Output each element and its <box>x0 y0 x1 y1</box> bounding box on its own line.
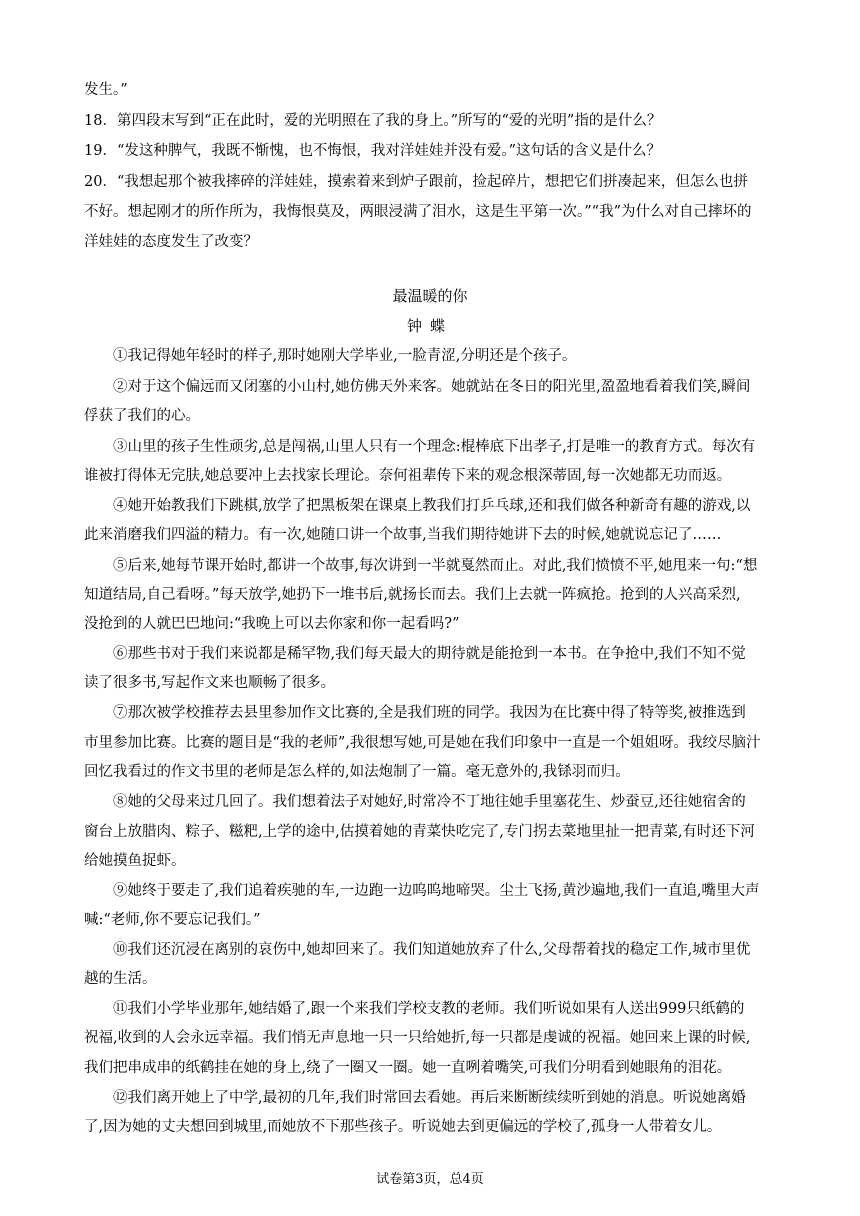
question-19: 19．“发这种脾气，我既不惭愧，也不悔恨，我对洋娃娃并没有爱。”这句话的含义是什么？ <box>84 143 662 159</box>
paragraph-6: ⑥那些书对于我们来说都是稀罕物,我们每天最大的期待就是能抢到一本书。在争抢中,我们不知不觉 <box>113 646 746 662</box>
paragraph-8: ⑧她的父母来过几回了。我们想着法子对她好,时常冷不丁地往她手里塞花生、炒蚕豆,还往她宿舍的 <box>113 794 746 810</box>
question-18: 18．第四段末写到“正在此时，爱的光明照在了我的身上。”所写的“爱的光明”指的是什么？ <box>84 113 662 129</box>
paragraph-10: ⑩我们还沉浸在离别的哀伤中,她却回来了。我们知道她放弃了什么,父母帮着找的稳定工作,城市里优 <box>113 942 751 958</box>
paragraph-7: ⑦那次被学校推荐去县里参加作文比赛的,全是我们班的同学。我因为在比赛中得了特等奖,被推选到 <box>113 705 746 721</box>
paragraph-2-cont: 俘获了我们的心。 <box>84 408 200 424</box>
paragraph-4-cont: 此来消磨我们四溢的精力。有一次,她随口讲一个故事,当我们期待她讲下去的时候,她就说忘记了…… <box>84 527 722 543</box>
paragraph-3-cont: 谁被打得体无完肤,她总要冲上去找家长理论。奈何祖辈传下来的观念根深蒂固,每一次她都无功而返。 <box>84 468 732 484</box>
paragraph-11: ⑪我们小学毕业那年,她结婚了,跟一个来我们学校支教的老师。我们听说如果有人送出999只纸鹤的 <box>113 1001 745 1017</box>
text-line: 发生。” <box>84 82 128 98</box>
paragraph-7-cont: 回忆我看过的作文书里的老师是怎么样的,如法炮制了一篇。毫无意外的,我铩羽而归。 <box>84 764 630 780</box>
paragraph-6-cont: 读了很多书,写起作文来也顺畅了很多。 <box>84 675 336 691</box>
paragraph-9-cont: 喊:“老师,你不要忘记我们。” <box>84 912 261 928</box>
question-20-cont: 不好。想起刚才的所作所为，我悔恨莫及，两眼浸满了泪水，这是生平第一次。”“我”为什么对自己摔坏的 <box>84 204 752 220</box>
question-20: 20．“我想起那个被我摔碎的洋娃娃，摸索着来到炉子跟前，捡起碎片，想把它们拼凑起来，但怎么也拼 <box>84 174 748 190</box>
question-20-cont: 洋娃娃的态度发生了改变？ <box>84 234 258 250</box>
paragraph-4: ④她开始教我们下跳棋,放学了把黑板架在课桌上教我们打乒乓球,还和我们做各种新奇有趣的游戏,以 <box>113 498 751 514</box>
paragraph-5: ⑤后来,她每节课开始时,都讲一个故事,每次讲到一半就戛然而止。对此,我们愤愤不平,她甩来一句:“想 <box>113 558 758 574</box>
paragraph-9: ⑨她终于要走了,我们追着疾驰的车,一边跑一边呜呜地啼哭。尘土飞扬,黄沙遍地,我们一直追,嘴里大声 <box>113 883 760 899</box>
paragraph-11-cont: 我们把串成串的纸鹤挂在她的身上,绕了一圈又一圈。她一直咧着嘴笑,可我们分明看到她眼角的泪花。 <box>84 1060 732 1076</box>
paragraph-1: ①我记得她年轻时的样子,那时她刚大学毕业,一脸青涩,分明还是个孩子。 <box>113 348 577 364</box>
paragraph-8-cont: 窗台上放腊肉、粽子、糍粑,上学的途中,估摸着她的青菜快吃完了,专门拐去菜地里扯一把青菜,有时还下河 <box>84 824 755 840</box>
paragraph-12: ⑫我们离开她上了中学,最初的几年,我们时常回去看她。再后来断断续续听到她的消息。听说她离婚 <box>113 1090 746 1106</box>
article-title: 最温暖的你 <box>392 287 468 305</box>
paragraph-12-cont: 了,因为她的丈夫想回到城里,而她放不下那些孩子。听说她去到更偏远的学校了,孤身一人带着女儿。 <box>84 1119 722 1135</box>
paragraph-11-cont: 祝福,收到的人会永远幸福。我们悄无声息地一只一只给她折,每一只都是虔诚的祝福。她回来上课的时候, <box>84 1030 751 1046</box>
paragraph-2: ②对于这个偏远而又闭塞的小山村,她仿佛天外来客。她就站在冬日的阳光里,盈盈地看着我们笑,瞬间 <box>113 379 751 395</box>
page-footer: 试卷第3页，总4页 <box>376 1172 484 1187</box>
paragraph-8-cont: 给她摸鱼捉虾。 <box>84 853 186 869</box>
paragraph-5-cont: 没抢到的人就巴巴地问:“我晚上可以去你家和你一起看吗?” <box>84 616 460 632</box>
paragraph-5-cont: 知道结局,自己看呀。”每天放学,她扔下一堆书后,就扬长而去。我们上去就一阵疯抢。抢到的人兴高采烈, <box>84 587 741 603</box>
paragraph-3: ③山里的孩子生性顽劣,总是闯祸,山里人只有一个理念:棍棒底下出孝子,打是唯一的教育方式。每次有 <box>113 439 756 455</box>
article-author: 钟蝶 <box>406 317 453 335</box>
paragraph-7-cont: 市里参加比赛。比赛的题目是“我的老师”,我很想写她,可是她在我们印象中一直是一个姐姐呀。我绞尽脑汁 <box>84 735 761 751</box>
paragraph-10-cont: 越的生活。 <box>84 971 157 987</box>
